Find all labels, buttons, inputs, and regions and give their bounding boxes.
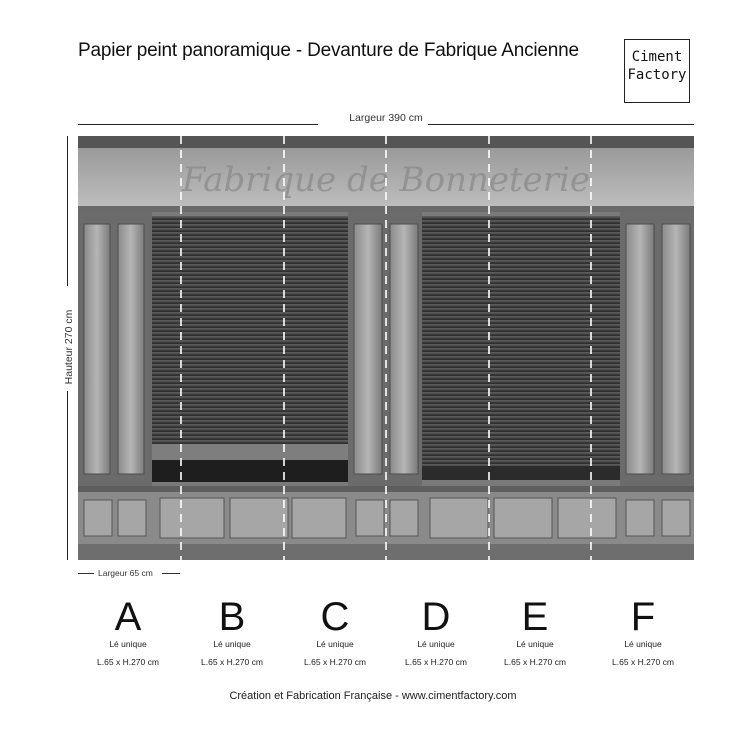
panel-type: Lé unique bbox=[417, 639, 455, 649]
panel-type: Lé unique bbox=[213, 639, 251, 649]
panel-letter: E bbox=[521, 595, 549, 639]
panel-type: Lé unique bbox=[109, 639, 147, 649]
height-label: Hauteur 270 cm bbox=[63, 309, 75, 385]
panel-c bbox=[285, 595, 385, 667]
panel-letter: B bbox=[218, 595, 246, 639]
footer-text: Création et Fabrication Française - www.cimentfactory.com bbox=[229, 690, 517, 702]
panel-a bbox=[78, 595, 178, 667]
height-dimension bbox=[60, 136, 74, 560]
panel-letter: D bbox=[421, 595, 451, 639]
panel-letter: F bbox=[630, 595, 656, 639]
height-line-top bbox=[67, 136, 68, 286]
panel-size: L.65 x H.270 cm bbox=[201, 657, 263, 667]
strip-width-dimension bbox=[78, 567, 182, 581]
panel-type: Lé unique bbox=[316, 639, 354, 649]
logo-line-1: Ciment bbox=[631, 49, 683, 65]
panel-e bbox=[485, 595, 585, 667]
panel-size: L.65 x H.270 cm bbox=[612, 657, 674, 667]
panel-d bbox=[386, 595, 486, 667]
strip-line-left bbox=[78, 573, 94, 574]
panel-size: L.65 x H.270 cm bbox=[504, 657, 566, 667]
brand-logo[interactable] bbox=[624, 39, 690, 103]
panel-f bbox=[593, 595, 693, 667]
width-dimension bbox=[78, 112, 694, 126]
panel-size: L.65 x H.270 cm bbox=[97, 657, 159, 667]
sign-text: Fabrique de Bonneterie bbox=[181, 160, 591, 200]
logo-line-2: Factory bbox=[627, 67, 687, 83]
panel-type: Lé unique bbox=[516, 639, 554, 649]
width-line-left bbox=[78, 124, 318, 125]
width-line-right bbox=[428, 124, 694, 125]
panel-size: L.65 x H.270 cm bbox=[405, 657, 467, 667]
panel-size: L.65 x H.270 cm bbox=[304, 657, 366, 667]
panel-b bbox=[182, 595, 282, 667]
panel-letter: C bbox=[320, 595, 350, 639]
storefront-photo bbox=[78, 136, 694, 560]
panel-letter: A bbox=[114, 595, 142, 639]
panel-type: Lé unique bbox=[624, 639, 662, 649]
strip-line-right bbox=[162, 573, 180, 574]
width-label: Largeur 390 cm bbox=[349, 112, 423, 124]
page-title: Papier peint panoramique - Devanture de Fabrique Ancienne bbox=[78, 40, 579, 61]
strip-width-label: Largeur 65 cm bbox=[98, 568, 153, 578]
height-line-bottom bbox=[67, 391, 68, 560]
